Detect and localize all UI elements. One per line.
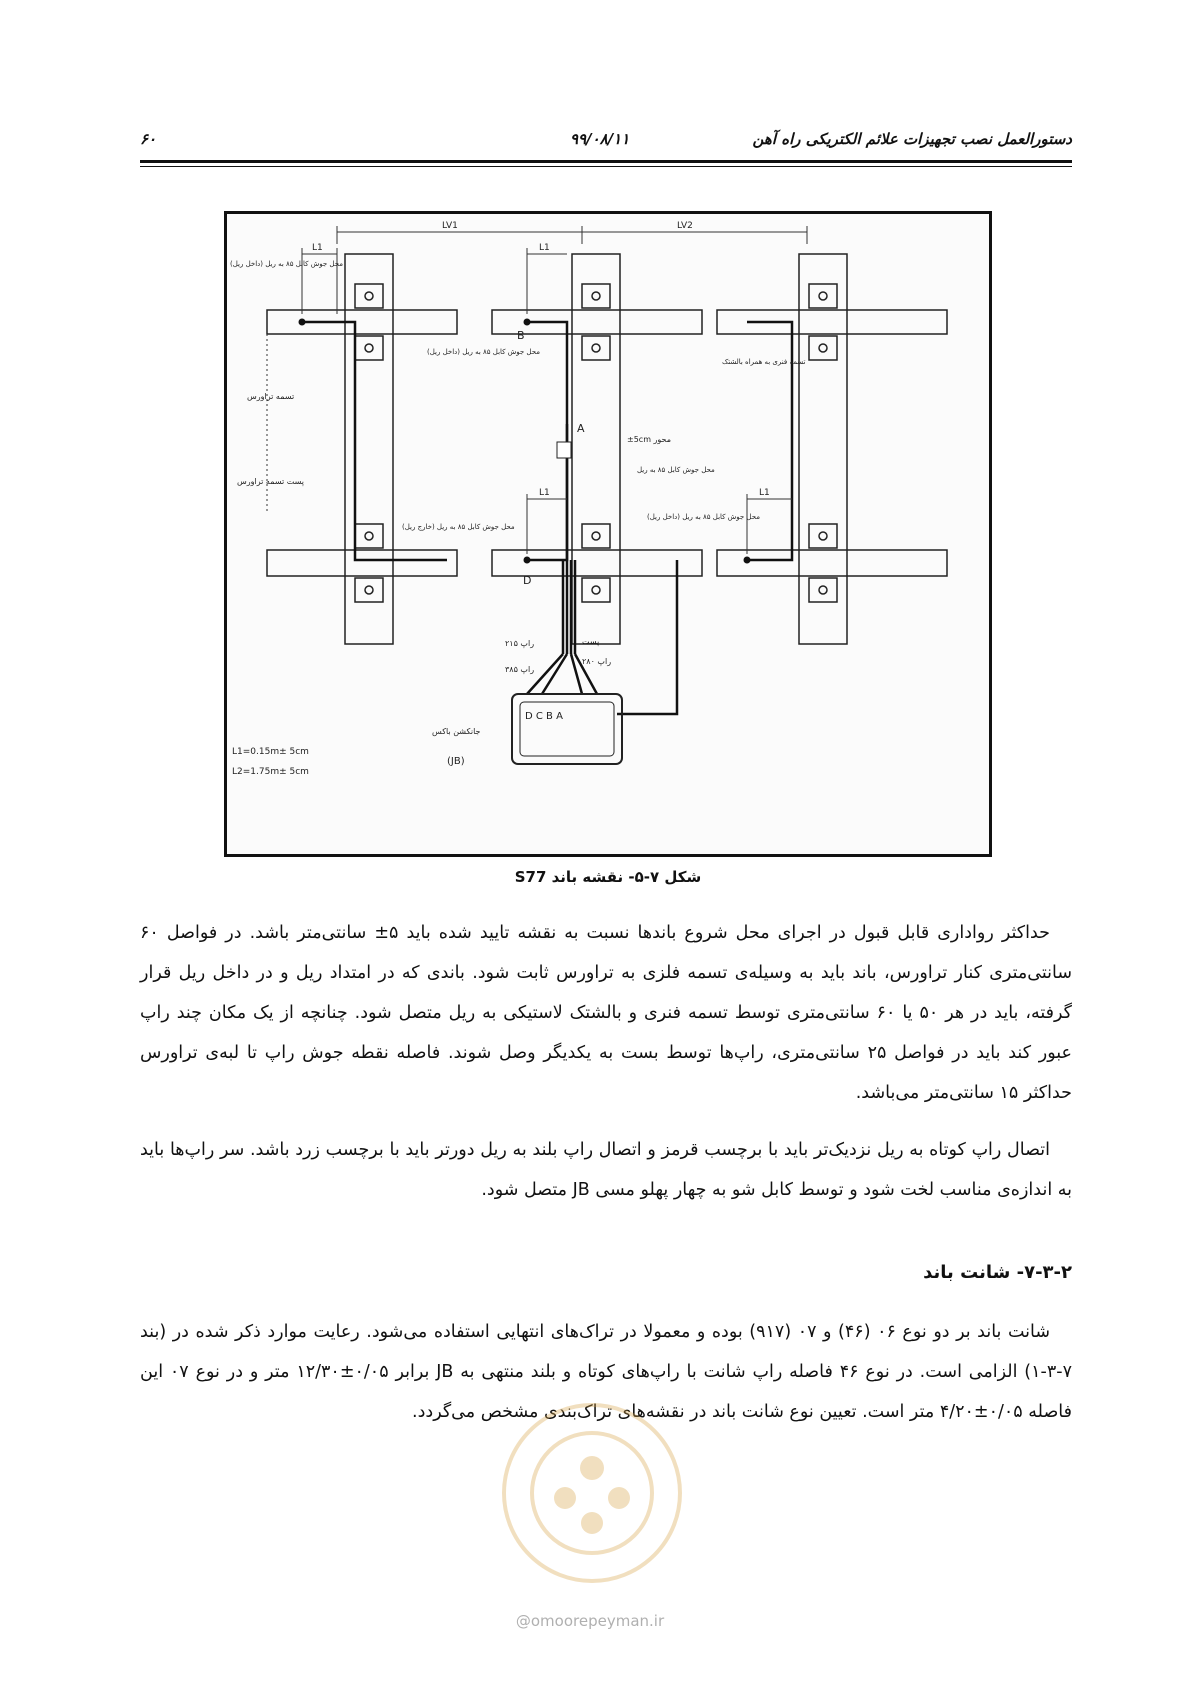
section-title: ۷-۳-۲- شانت باند <box>923 1262 1072 1283</box>
label-weld-inner: محل جوش کابل ۸۵ به ریل (داخل ریل) <box>230 260 343 268</box>
bond-diagram-figure <box>224 211 992 857</box>
label-jb: (JB) <box>447 756 465 767</box>
label-weld-b: محل جوش کابل ۸۵ به ریل (داخل ریل) <box>427 348 540 356</box>
publisher-seal-logo <box>497 1398 687 1588</box>
junction-box <box>512 694 622 764</box>
label-weld-right: محل جوش کابل ۸۵ به ریل (داخل ریل) <box>647 513 760 521</box>
header-date: ۹۹/۰۸/۱۱ <box>570 130 630 148</box>
label-l1-bottom-right: L1 <box>759 488 770 498</box>
label-lv1: LV1 <box>442 221 458 231</box>
page-header <box>140 128 1072 164</box>
header-rule-thick <box>140 160 1072 163</box>
point-b: B <box>517 329 525 342</box>
rail-top-left <box>267 310 457 334</box>
label-sleeper-back: پست تسمه تراورس <box>237 477 304 486</box>
document-title: دستورالعمل نصب تجهیزات علائم الکتریکی راه آهن <box>752 130 1072 148</box>
label-rap-3: راپ ۲۸۰ <box>582 657 612 666</box>
watermark: @omoorepeyman.ir <box>515 1612 665 1630</box>
rail-bottom-right <box>717 550 947 576</box>
label-l2-spec: L2=1.75m± 5cm <box>232 767 309 777</box>
label-l1-top-mid: L1 <box>539 243 550 253</box>
point-d: D <box>523 574 532 587</box>
paragraph-1-text: حداکثر رواداری قابل قبول در اجرای محل شروع باندها نسبت به نقشه تایید شده باید ۵± سانتی‌متر باشد. در فواصل ۶۰ سانتی‌متری کنار تراورس، باند باید به وسیله‌ی تسمه فلزی به تراورس ثابت شود. باندی که در امتداد ریل و در داخل ریل قرار گرفته، باید در هر ۵۰ یا ۶۰ سانتی‌متری توسط تسمه فنری و بالشتک لاستیکی به ریل متصل شود. چنانچه از یک مکان چند راپ عبور کند باید در فواصل ۲۵ سانتی‌متری، راپ‌ها توسط بست به یکدیگر وصل شوند. فاصله نقطه جوش راپ تا لبه‌ی تراورس حداکثر ۱۵ سانتی‌متر می‌باشد. <box>140 923 1073 1103</box>
label-l1-top-left: L1 <box>312 243 323 253</box>
label-post: پست <box>582 637 600 646</box>
label-rap-2: راپ ۳۸۵ <box>505 665 535 674</box>
paragraph-1 <box>140 913 1072 1113</box>
label-l1-bottom-mid: L1 <box>539 488 550 498</box>
label-l1-spec: L1=0.15m± 5cm <box>232 747 309 757</box>
label-weld-a: محل جوش کابل ۸۵ به ریل <box>637 466 715 474</box>
paragraph-2-text: اتصال راپ کوتاه به ریل نزدیک‌تر باید با برچسب قرمز و اتصال راپ بلند به ریل دورتر باید با برچسب زرد باشد. سر راپ‌ها باید به اندازه‌ی مناسب لخت شود و توسط کابل شو به چهار پهلو مسی JB متصل شود. <box>140 1140 1072 1200</box>
rail-bottom-mid <box>492 550 702 576</box>
label-lv2: LV2 <box>677 221 693 231</box>
label-rap-1: راپ ۲۱۵ <box>505 639 535 648</box>
rail-bottom-left <box>267 550 457 576</box>
paragraph-2 <box>140 1130 1072 1210</box>
label-sleeper-strap: تسمه تراورس <box>247 392 295 401</box>
page-number: ۶۰ <box>140 130 157 148</box>
header-rule-thin <box>140 166 1072 167</box>
label-spring-strap: تسمه فنری به همراه بالشتک <box>722 358 806 366</box>
paragraph-3-text: شانت باند بر دو نوع ۰۶ (۴۶) و ۰۷ (۹۱۷) بوده و معمولا در تراک‌های انتهایی استفاده می‌شود. رعایت موارد ذکر شده در (بند ۷-۳-۱) الزامی است. در نوع ۴۶ فاصله راپ شانت با راپ‌های کوتاه و بلند منتهی به JB برابر ۰/۰۵±۱۲/۳۰ متر و در نوع ۰۷ این فاصله ۰/۰۵±۴/۲۰ متر است. تعیین نوع شانت باند در نقشه‌های تراک‌بندی مشخص می‌گردد. <box>140 1322 1072 1422</box>
label-axis: ±5cm محور <box>627 435 671 444</box>
bond-diagram <box>227 214 989 854</box>
label-junction-box: جانکشن باکس <box>432 727 481 736</box>
label-jb-terminals: D C B A <box>525 711 563 722</box>
label-weld-outer: محل جوش کابل ۸۵ به ریل (خارج ریل) <box>402 523 515 531</box>
figure-caption: شکل ۷-۵- نقشه باند S77 <box>514 868 702 886</box>
point-a: A <box>577 422 585 435</box>
